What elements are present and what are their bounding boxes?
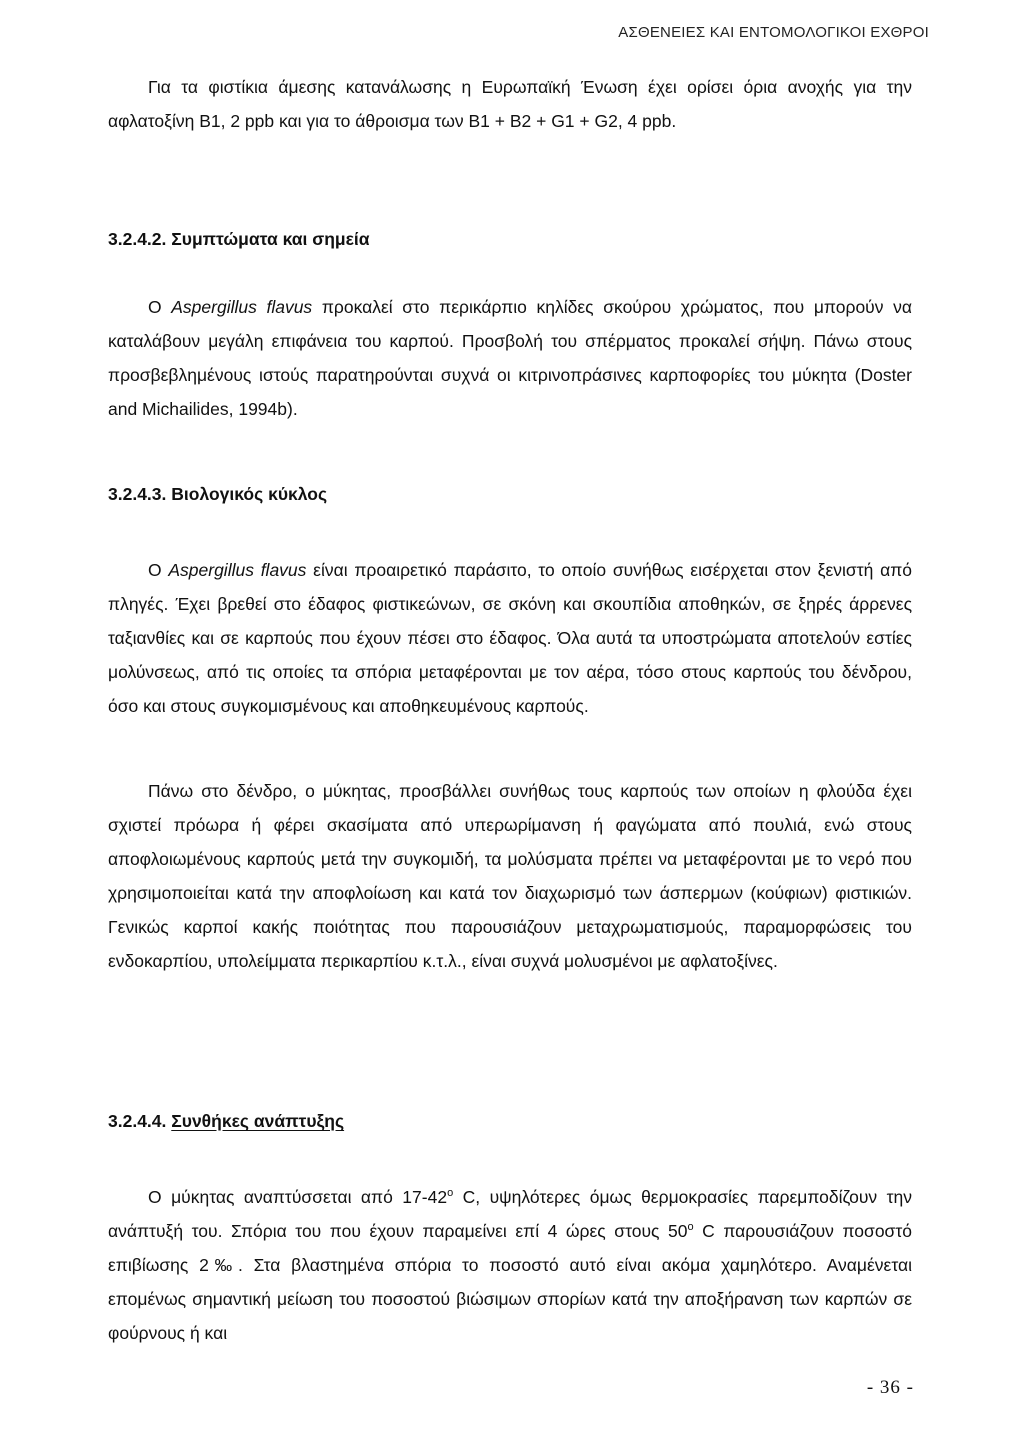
- degree-superscript: o: [687, 1221, 694, 1233]
- species-name: Aspergillus flavus: [171, 297, 313, 317]
- text-run: είναι προαιρετικό παράσιτο, το οποίο συνήθως εισέρχεται στον ξενιστή από πληγές. Έχει βρεθεί στο έδαφος φιστικεώνων, σε σκόνη και σκουπίδια αποθηκών, σε ξηρές άρρενες ταξιανθίες και σε καρπούς που έχουν πέσει στο έδαφος. Όλα αυτά τα υποστρώματα αποτελούν εστίες μολύνσεως, από τις οποίες τα σπόρια μεταφέρονται με τον αέρα, τόσο στους καρπούς του δένδρου, όσο και στους συγκομισμένους και αποθηκευμένους καρπούς.: [108, 560, 912, 716]
- text-run: Ο μύκητας αναπτύσσεται από 17-42: [148, 1187, 448, 1207]
- section-heading-symptoms: [108, 222, 370, 256]
- species-name: Aspergillus flavus: [168, 560, 307, 580]
- running-header: ΑΣΘΕΝΕΙΕΣ ΚΑΙ ΕΝΤΟΜΟΛΟΓΙΚΟΙ ΕΧΘΡΟΙ: [618, 24, 929, 41]
- section-title: Συμπτώματα και σημεία: [171, 229, 370, 249]
- section-title: Συνθήκες ανάπτυξης: [171, 1111, 345, 1131]
- conditions-paragraph: [108, 1180, 912, 1350]
- text-run: C, υψηλότερες όμως θερμοκρασίες παρεμποδίζουν την ανάπτυξή του. Σπόρια του που έχουν παραμείνει επί 4 ώρες στους 50: [108, 1187, 912, 1241]
- section-heading-conditions: [108, 1104, 344, 1138]
- symptoms-paragraph: [108, 290, 912, 426]
- page-number: - 36 -: [866, 1377, 914, 1398]
- text-run: Ο: [148, 297, 172, 317]
- section-title: Βιολογικός κύκλος: [171, 484, 328, 504]
- lifecycle-paragraph-2: Πάνω στο δένδρο, ο μύκητας, προσβάλλει συνήθως τους καρπούς των οποίων η φλούδα έχει σχιστεί πρόωρα ή φέρει σκασίματα από υπερωρίμανση ή φαγώματα από πουλιά, ενώ στους αποφλοιωμένους καρπούς μετά την συγκομιδή, τα μολύσματα πρέπει να μεταφέρονται με το νερό που χρησιμοποιείται κατά την αποφλοίωση και κατά τον διαχωρισμό των άσπερμων (κούφιων) φιστικιών. Γενικώς καρποί κακής ποιότητας που παρουσιάζουν μεταχρωματισμούς, παραμορφώσεις του ενδοκαρπίου, υπολείμματα περικαρπίου κ.τ.λ., είναι συχνά μολυσμένοι με αφλατοξίνες.: [108, 781, 912, 971]
- intro-paragraph: Για τα φιστίκια άμεσης κατανάλωσης η Ευρωπαϊκή Ένωση έχει ορίσει όρια ανοχής για την αφλατοξίνη Β1, 2 ppb και για το άθροισμα των Β1 + Β2 + G1 + G2, 4 ppb.: [108, 77, 912, 131]
- text-run: προκαλεί στο περικάρπιο κηλίδες σκούρου χρώματος, που μπορούν να καταλάβουν μεγάλη επιφάνεια του καρπού. Προσβολή του σπέρματος προκαλεί σήψη. Πάνω στους προσβεβλημένους ιστούς παρατηρούνται συχνά οι κιτρινοπράσινες καρποφορίες του μύκητα (Doster and Michailides, 1994b).: [108, 297, 912, 419]
- section-number: 3.2.4.3.: [108, 484, 167, 504]
- section-heading-lifecycle: [108, 477, 327, 511]
- text-run: Ο: [148, 560, 169, 580]
- degree-superscript: o: [447, 1187, 454, 1199]
- section-number: 3.2.4.4.: [108, 1111, 167, 1131]
- section-number: 3.2.4.2.: [108, 229, 167, 249]
- text-run: C παρουσιάζουν ποσοστό επιβίωσης 2‰. Στα βλαστημένα σπόρια το ποσοστό αυτό είναι ακόμα χαμηλότερο. Αναμένεται επομένως σημαντική μείωση του ποσοστού βιώσιμων σπορίων κατά την αποξήρανση των καρπών σε φούρνους ή και: [108, 1221, 912, 1343]
- lifecycle-paragraph-1: [108, 553, 912, 723]
